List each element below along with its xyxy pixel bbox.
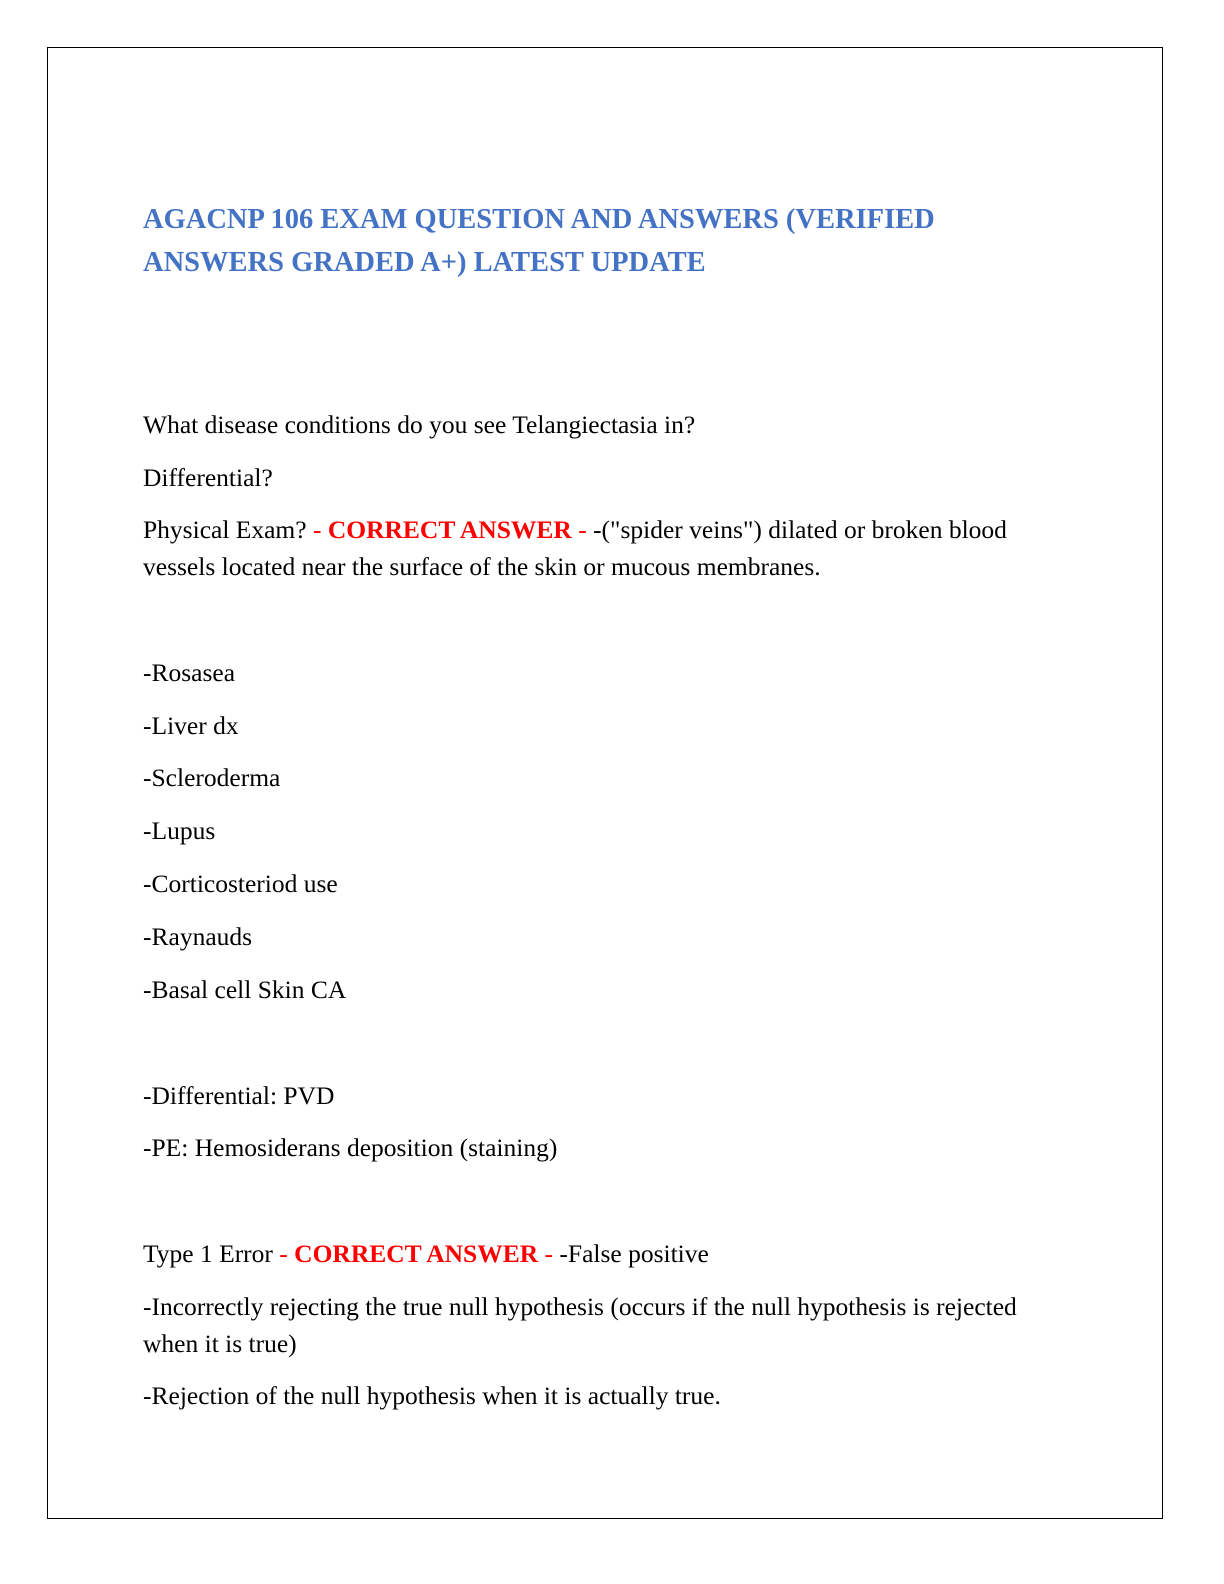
answer-text: -False positive	[553, 1239, 709, 1268]
pe-line: -PE: Hemosiderans deposition (staining)	[143, 1133, 558, 1162]
answer-line: -Incorrectly rejecting the true null hypothesis (occurs if the null hypothesis is rejected when it is true)	[143, 1292, 1017, 1358]
marker-label: CORRECT ANSWER	[294, 1239, 539, 1268]
differential-line: -Differential: PVD	[143, 1081, 335, 1110]
answer-line: -Rejection of the null hypothesis when it is actually true.	[143, 1381, 721, 1410]
marker-suffix: -	[571, 515, 587, 544]
question-text: Physical Exam?	[143, 515, 313, 544]
marker-prefix: -	[279, 1239, 295, 1268]
question-differential: Differential?	[143, 463, 273, 492]
question-physical-exam	[143, 511, 1023, 585]
question-type-1-error	[143, 1235, 1043, 1272]
document-title: AGACNP 106 EXAM QUESTION AND ANSWERS (VERIFIED ANSWERS GRADED A+) LATEST UPDATE	[143, 204, 935, 278]
list-item: -Scleroderma	[143, 763, 281, 792]
list-item: -Liver dx	[143, 711, 239, 740]
answer-text: -("spider veins") dilated or broken blood vessels located near the surface of the skin or mucous membranes.	[143, 515, 1007, 581]
question-text: Type 1 Error	[143, 1239, 280, 1268]
list-item: -Lupus	[143, 816, 216, 845]
correct-answer-marker	[279, 1239, 553, 1268]
list-item: -Basal cell Skin CA	[143, 975, 347, 1004]
list-item: -Rosasea	[143, 658, 236, 687]
list-item: -Corticosteriod use	[143, 869, 338, 898]
marker-suffix: -	[538, 1239, 554, 1268]
correct-answer-marker	[313, 515, 587, 544]
marker-prefix: -	[312, 515, 328, 544]
marker-label: CORRECT ANSWER	[327, 515, 572, 544]
list-item: -Raynauds	[143, 922, 253, 951]
question-telangiectasia: What disease conditions do you see Telangiectasia in?	[143, 410, 696, 439]
